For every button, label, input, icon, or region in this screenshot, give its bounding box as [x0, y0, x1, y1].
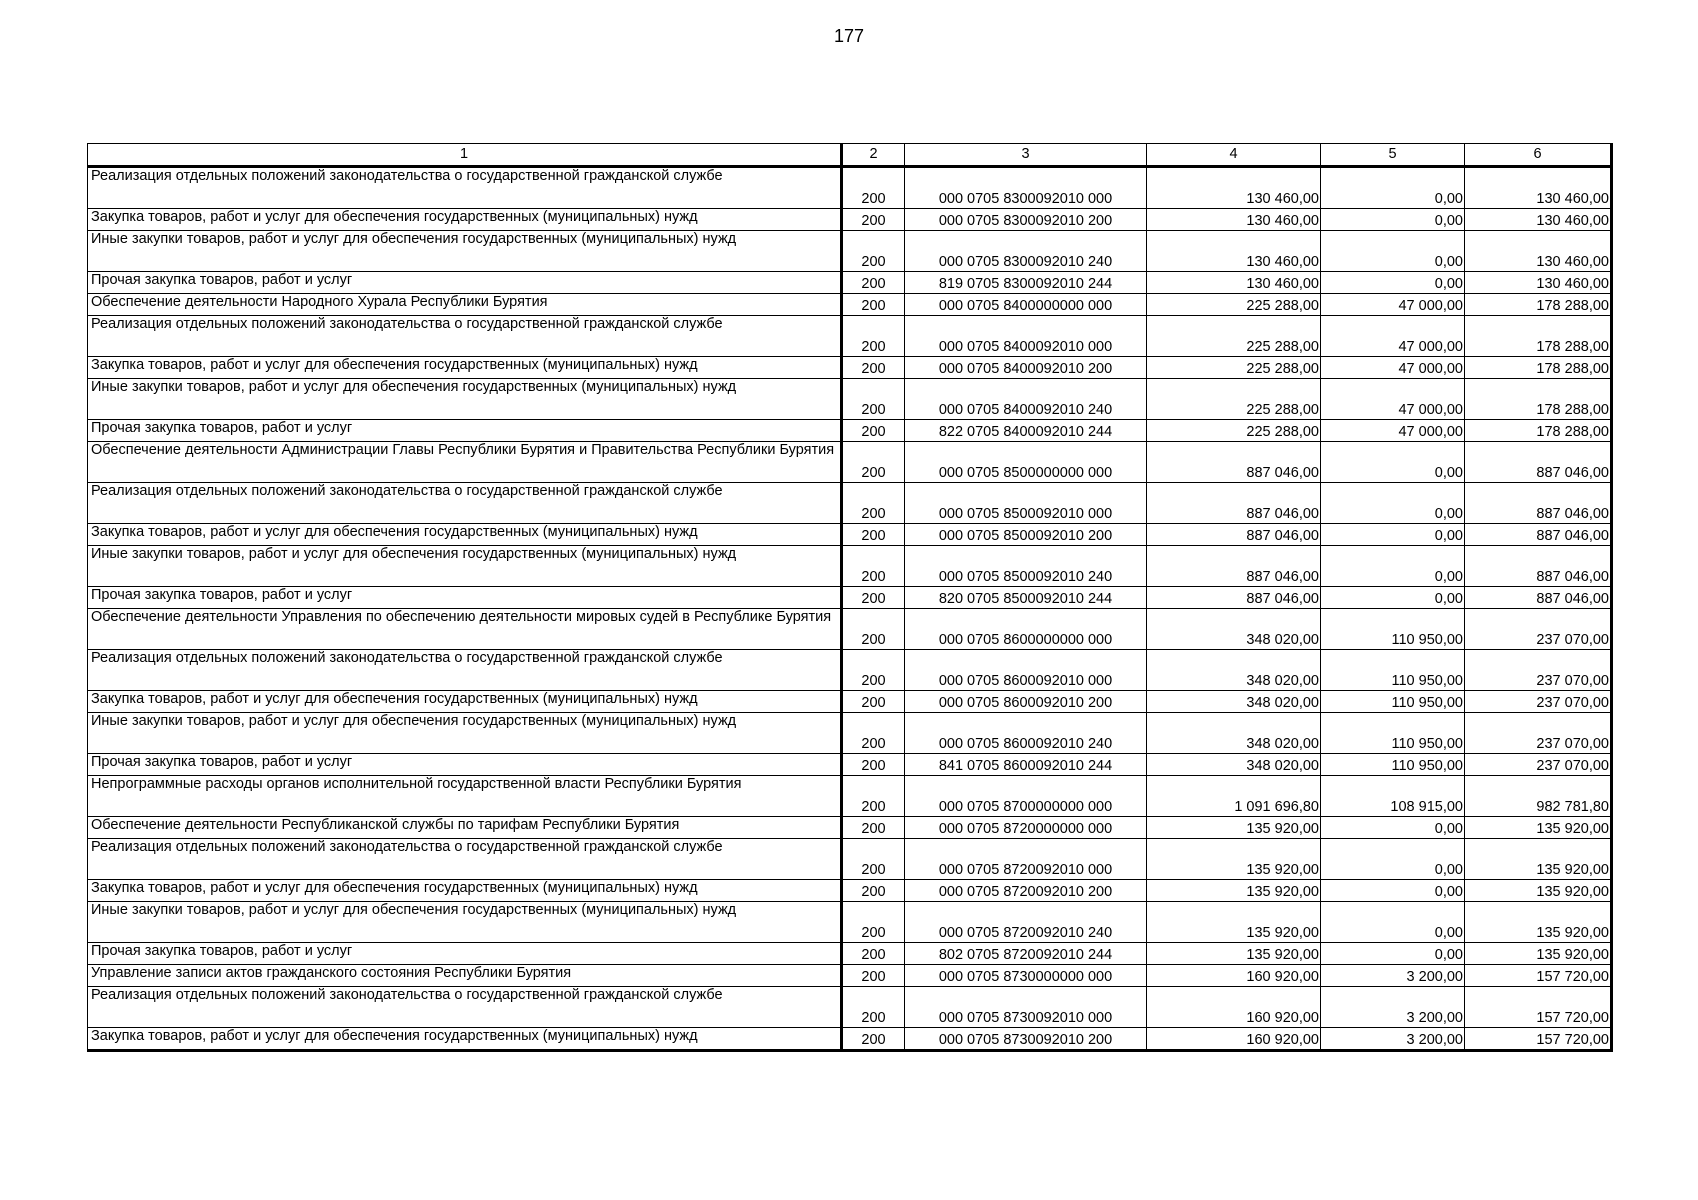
row-budget-code: 000 0705 8500000000 000 — [905, 442, 1147, 483]
row-line-code: 200 — [842, 943, 905, 965]
row-executed: 108 915,00 — [1321, 776, 1465, 817]
row-unexecuted: 887 046,00 — [1465, 546, 1612, 587]
row-approved: 887 046,00 — [1147, 524, 1321, 546]
table-row — [88, 776, 1612, 817]
row-line-code: 200 — [842, 839, 905, 880]
row-line-code: 200 — [842, 587, 905, 609]
row-line-code: 200 — [842, 754, 905, 776]
row-line-code: 200 — [842, 379, 905, 420]
row-budget-code: 000 0705 8730092010 000 — [905, 987, 1147, 1028]
table-row — [88, 167, 1612, 209]
row-approved: 887 046,00 — [1147, 546, 1321, 587]
row-approved: 348 020,00 — [1147, 754, 1321, 776]
row-executed: 0,00 — [1321, 231, 1465, 272]
row-approved: 887 046,00 — [1147, 483, 1321, 524]
row-line-code: 200 — [842, 442, 905, 483]
row-budget-code: 000 0705 8600092010 000 — [905, 650, 1147, 691]
row-executed: 0,00 — [1321, 483, 1465, 524]
row-unexecuted: 178 288,00 — [1465, 357, 1612, 379]
row-name: Закупка товаров, работ и услуг для обеспечения государственных (муниципальных) нужд — [88, 209, 842, 231]
row-executed: 0,00 — [1321, 209, 1465, 231]
row-approved: 887 046,00 — [1147, 587, 1321, 609]
row-name: Закупка товаров, работ и услуг для обеспечения государственных (муниципальных) нужд — [88, 1028, 842, 1051]
page-number: 177 — [833, 26, 865, 46]
row-name: Закупка товаров, работ и услуг для обеспечения государственных (муниципальных) нужд — [88, 880, 842, 902]
header-col-3: 3 — [905, 144, 1147, 167]
row-name: Прочая закупка товаров, работ и услуг — [88, 754, 842, 776]
row-name: Реализация отдельных положений законодательства о государственной гражданской службе — [88, 650, 842, 691]
table-row — [88, 294, 1612, 316]
row-budget-code: 000 0705 8500092010 240 — [905, 546, 1147, 587]
row-unexecuted: 178 288,00 — [1465, 294, 1612, 316]
row-executed: 3 200,00 — [1321, 1028, 1465, 1051]
row-executed: 47 000,00 — [1321, 357, 1465, 379]
row-executed: 47 000,00 — [1321, 420, 1465, 442]
row-budget-code: 000 0705 8400092010 200 — [905, 357, 1147, 379]
row-unexecuted: 135 920,00 — [1465, 902, 1612, 943]
row-name: Закупка товаров, работ и услуг для обеспечения государственных (муниципальных) нужд — [88, 524, 842, 546]
table-row — [88, 713, 1612, 754]
row-unexecuted: 135 920,00 — [1465, 880, 1612, 902]
row-executed: 110 950,00 — [1321, 754, 1465, 776]
row-name: Прочая закупка товаров, работ и услуг — [88, 420, 842, 442]
row-approved: 225 288,00 — [1147, 316, 1321, 357]
row-approved: 160 920,00 — [1147, 965, 1321, 987]
row-budget-code: 000 0705 8730092010 200 — [905, 1028, 1147, 1051]
row-name: Реализация отдельных положений законодательства о государственной гражданской службе — [88, 316, 842, 357]
row-name: Иные закупки товаров, работ и услуг для обеспечения государственных (муниципальных) нужд — [88, 546, 842, 587]
table-row — [88, 1028, 1612, 1051]
row-line-code: 200 — [842, 776, 905, 817]
row-unexecuted: 237 070,00 — [1465, 650, 1612, 691]
row-line-code: 200 — [842, 1028, 905, 1051]
row-budget-code: 000 0705 8500092010 000 — [905, 483, 1147, 524]
row-approved: 225 288,00 — [1147, 357, 1321, 379]
row-unexecuted: 887 046,00 — [1465, 587, 1612, 609]
header-col-6: 6 — [1465, 144, 1612, 167]
table-row — [88, 902, 1612, 943]
table-row — [88, 272, 1612, 294]
row-unexecuted: 982 781,80 — [1465, 776, 1612, 817]
row-executed: 3 200,00 — [1321, 965, 1465, 987]
row-line-code: 200 — [842, 524, 905, 546]
table-row — [88, 965, 1612, 987]
row-approved: 160 920,00 — [1147, 987, 1321, 1028]
table-row — [88, 650, 1612, 691]
row-approved: 130 460,00 — [1147, 167, 1321, 209]
row-name: Иные закупки товаров, работ и услуг для обеспечения государственных (муниципальных) нужд — [88, 379, 842, 420]
row-executed: 0,00 — [1321, 880, 1465, 902]
row-executed: 0,00 — [1321, 524, 1465, 546]
row-budget-code: 822 0705 8400092010 244 — [905, 420, 1147, 442]
row-line-code: 200 — [842, 902, 905, 943]
table-row — [88, 987, 1612, 1028]
row-budget-code: 802 0705 8720092010 244 — [905, 943, 1147, 965]
table-row — [88, 943, 1612, 965]
row-executed: 47 000,00 — [1321, 379, 1465, 420]
row-budget-code: 000 0705 8720092010 240 — [905, 902, 1147, 943]
row-name: Реализация отдельных положений законодательства о государственной гражданской службе — [88, 483, 842, 524]
row-unexecuted: 157 720,00 — [1465, 1028, 1612, 1051]
table-row — [88, 316, 1612, 357]
row-unexecuted: 135 920,00 — [1465, 817, 1612, 839]
header-col-4: 4 — [1147, 144, 1321, 167]
row-budget-code: 000 0705 8300092010 200 — [905, 209, 1147, 231]
row-budget-code: 000 0705 8300092010 000 — [905, 167, 1147, 209]
row-unexecuted: 887 046,00 — [1465, 483, 1612, 524]
row-executed: 47 000,00 — [1321, 316, 1465, 357]
row-approved: 135 920,00 — [1147, 817, 1321, 839]
row-name: Иные закупки товаров, работ и услуг для обеспечения государственных (муниципальных) нужд — [88, 713, 842, 754]
row-unexecuted: 178 288,00 — [1465, 379, 1612, 420]
row-line-code: 200 — [842, 231, 905, 272]
row-line-code: 200 — [842, 691, 905, 713]
row-unexecuted: 237 070,00 — [1465, 754, 1612, 776]
row-budget-code: 000 0705 8720092010 000 — [905, 839, 1147, 880]
row-line-code: 200 — [842, 987, 905, 1028]
row-approved: 160 920,00 — [1147, 1028, 1321, 1051]
row-name: Реализация отдельных положений законодательства о государственной гражданской службе — [88, 167, 842, 209]
header-col-1: 1 — [88, 144, 842, 167]
row-unexecuted: 237 070,00 — [1465, 691, 1612, 713]
row-budget-code: 000 0705 8400092010 240 — [905, 379, 1147, 420]
row-budget-code: 000 0705 8500092010 200 — [905, 524, 1147, 546]
row-name: Иные закупки товаров, работ и услуг для обеспечения государственных (муниципальных) нужд — [88, 902, 842, 943]
table-row — [88, 587, 1612, 609]
row-name: Непрограммные расходы органов исполнительной государственной власти Республики Бурятия — [88, 776, 842, 817]
row-unexecuted: 135 920,00 — [1465, 943, 1612, 965]
row-name: Прочая закупка товаров, работ и услуг — [88, 943, 842, 965]
row-executed: 3 200,00 — [1321, 987, 1465, 1028]
table-row — [88, 483, 1612, 524]
row-unexecuted: 157 720,00 — [1465, 987, 1612, 1028]
row-unexecuted: 178 288,00 — [1465, 420, 1612, 442]
row-executed: 110 950,00 — [1321, 691, 1465, 713]
row-unexecuted: 135 920,00 — [1465, 839, 1612, 880]
header-col-2: 2 — [842, 144, 905, 167]
row-line-code: 200 — [842, 357, 905, 379]
row-approved: 135 920,00 — [1147, 943, 1321, 965]
table-row — [88, 209, 1612, 231]
row-line-code: 200 — [842, 420, 905, 442]
row-approved: 135 920,00 — [1147, 902, 1321, 943]
row-name: Обеспечение деятельности Народного Хурала Республики Бурятия — [88, 294, 842, 316]
row-line-code: 200 — [842, 272, 905, 294]
row-budget-code: 000 0705 8700000000 000 — [905, 776, 1147, 817]
row-name: Реализация отдельных положений законодательства о государственной гражданской службе — [88, 839, 842, 880]
row-name: Реализация отдельных положений законодательства о государственной гражданской службе — [88, 987, 842, 1028]
row-unexecuted: 157 720,00 — [1465, 965, 1612, 987]
row-executed: 0,00 — [1321, 546, 1465, 587]
row-budget-code: 000 0705 8400092010 000 — [905, 316, 1147, 357]
row-approved: 348 020,00 — [1147, 691, 1321, 713]
row-name: Обеспечение деятельности Администрации Главы Республики Бурятия и Правительства Республики Бурятия — [88, 442, 842, 483]
row-executed: 0,00 — [1321, 587, 1465, 609]
row-line-code: 200 — [842, 209, 905, 231]
row-approved: 887 046,00 — [1147, 442, 1321, 483]
table-row — [88, 880, 1612, 902]
row-approved: 1 091 696,80 — [1147, 776, 1321, 817]
table-row — [88, 839, 1612, 880]
row-name: Обеспечение деятельности Управления по обеспечению деятельности мировых судей в Республике Бурятия — [88, 609, 842, 650]
table-row — [88, 546, 1612, 587]
row-budget-code: 000 0705 8730000000 000 — [905, 965, 1147, 987]
row-approved: 135 920,00 — [1147, 880, 1321, 902]
table-row — [88, 420, 1612, 442]
row-line-code: 200 — [842, 650, 905, 691]
row-line-code: 200 — [842, 609, 905, 650]
row-budget-code: 000 0705 8400000000 000 — [905, 294, 1147, 316]
row-budget-code: 000 0705 8720000000 000 — [905, 817, 1147, 839]
row-line-code: 200 — [842, 167, 905, 209]
row-name: Иные закупки товаров, работ и услуг для обеспечения государственных (муниципальных) нужд — [88, 231, 842, 272]
row-line-code: 200 — [842, 817, 905, 839]
table-row — [88, 231, 1612, 272]
row-executed: 0,00 — [1321, 167, 1465, 209]
row-unexecuted: 130 460,00 — [1465, 209, 1612, 231]
table-row — [88, 524, 1612, 546]
header-row — [88, 144, 1612, 167]
row-unexecuted: 130 460,00 — [1465, 167, 1612, 209]
table-row — [88, 754, 1612, 776]
table-body — [88, 167, 1612, 1051]
row-name: Управление записи актов гражданского состояния Республики Бурятия — [88, 965, 842, 987]
row-name: Закупка товаров, работ и услуг для обеспечения государственных (муниципальных) нужд — [88, 691, 842, 713]
row-executed: 110 950,00 — [1321, 609, 1465, 650]
row-unexecuted: 130 460,00 — [1465, 272, 1612, 294]
row-approved: 130 460,00 — [1147, 209, 1321, 231]
row-executed: 47 000,00 — [1321, 294, 1465, 316]
budget-table — [87, 143, 1613, 1052]
table-row — [88, 817, 1612, 839]
row-unexecuted: 237 070,00 — [1465, 713, 1612, 754]
row-budget-code: 000 0705 8600092010 200 — [905, 691, 1147, 713]
row-unexecuted: 130 460,00 — [1465, 231, 1612, 272]
row-line-code: 200 — [842, 713, 905, 754]
table-row — [88, 609, 1612, 650]
row-approved: 130 460,00 — [1147, 272, 1321, 294]
row-approved: 225 288,00 — [1147, 420, 1321, 442]
row-budget-code: 000 0705 8720092010 200 — [905, 880, 1147, 902]
row-line-code: 200 — [842, 965, 905, 987]
row-approved: 348 020,00 — [1147, 713, 1321, 754]
row-executed: 110 950,00 — [1321, 650, 1465, 691]
row-line-code: 200 — [842, 546, 905, 587]
row-executed: 110 950,00 — [1321, 713, 1465, 754]
row-executed: 0,00 — [1321, 839, 1465, 880]
row-name: Прочая закупка товаров, работ и услуг — [88, 272, 842, 294]
row-budget-code: 841 0705 8600092010 244 — [905, 754, 1147, 776]
table-row — [88, 357, 1612, 379]
row-budget-code: 000 0705 8300092010 240 — [905, 231, 1147, 272]
row-executed: 0,00 — [1321, 442, 1465, 483]
row-approved: 348 020,00 — [1147, 609, 1321, 650]
header-col-5: 5 — [1321, 144, 1465, 167]
row-approved: 225 288,00 — [1147, 379, 1321, 420]
row-name: Прочая закупка товаров, работ и услуг — [88, 587, 842, 609]
row-unexecuted: 178 288,00 — [1465, 316, 1612, 357]
row-budget-code: 820 0705 8500092010 244 — [905, 587, 1147, 609]
table-row — [88, 379, 1612, 420]
row-approved: 135 920,00 — [1147, 839, 1321, 880]
table-row — [88, 691, 1612, 713]
row-name: Обеспечение деятельности Республиканской службы по тарифам Республики Бурятия — [88, 817, 842, 839]
row-unexecuted: 887 046,00 — [1465, 442, 1612, 483]
row-unexecuted: 887 046,00 — [1465, 524, 1612, 546]
row-approved: 225 288,00 — [1147, 294, 1321, 316]
row-budget-code: 000 0705 8600092010 240 — [905, 713, 1147, 754]
row-line-code: 200 — [842, 294, 905, 316]
row-budget-code: 819 0705 8300092010 244 — [905, 272, 1147, 294]
row-line-code: 200 — [842, 880, 905, 902]
row-approved: 130 460,00 — [1147, 231, 1321, 272]
row-executed: 0,00 — [1321, 817, 1465, 839]
row-line-code: 200 — [842, 483, 905, 524]
row-executed: 0,00 — [1321, 902, 1465, 943]
row-executed: 0,00 — [1321, 943, 1465, 965]
row-unexecuted: 237 070,00 — [1465, 609, 1612, 650]
row-approved: 348 020,00 — [1147, 650, 1321, 691]
row-line-code: 200 — [842, 316, 905, 357]
row-budget-code: 000 0705 8600000000 000 — [905, 609, 1147, 650]
row-name: Закупка товаров, работ и услуг для обеспечения государственных (муниципальных) нужд — [88, 357, 842, 379]
table-header — [88, 144, 1612, 167]
table-row — [88, 442, 1612, 483]
row-executed: 0,00 — [1321, 272, 1465, 294]
